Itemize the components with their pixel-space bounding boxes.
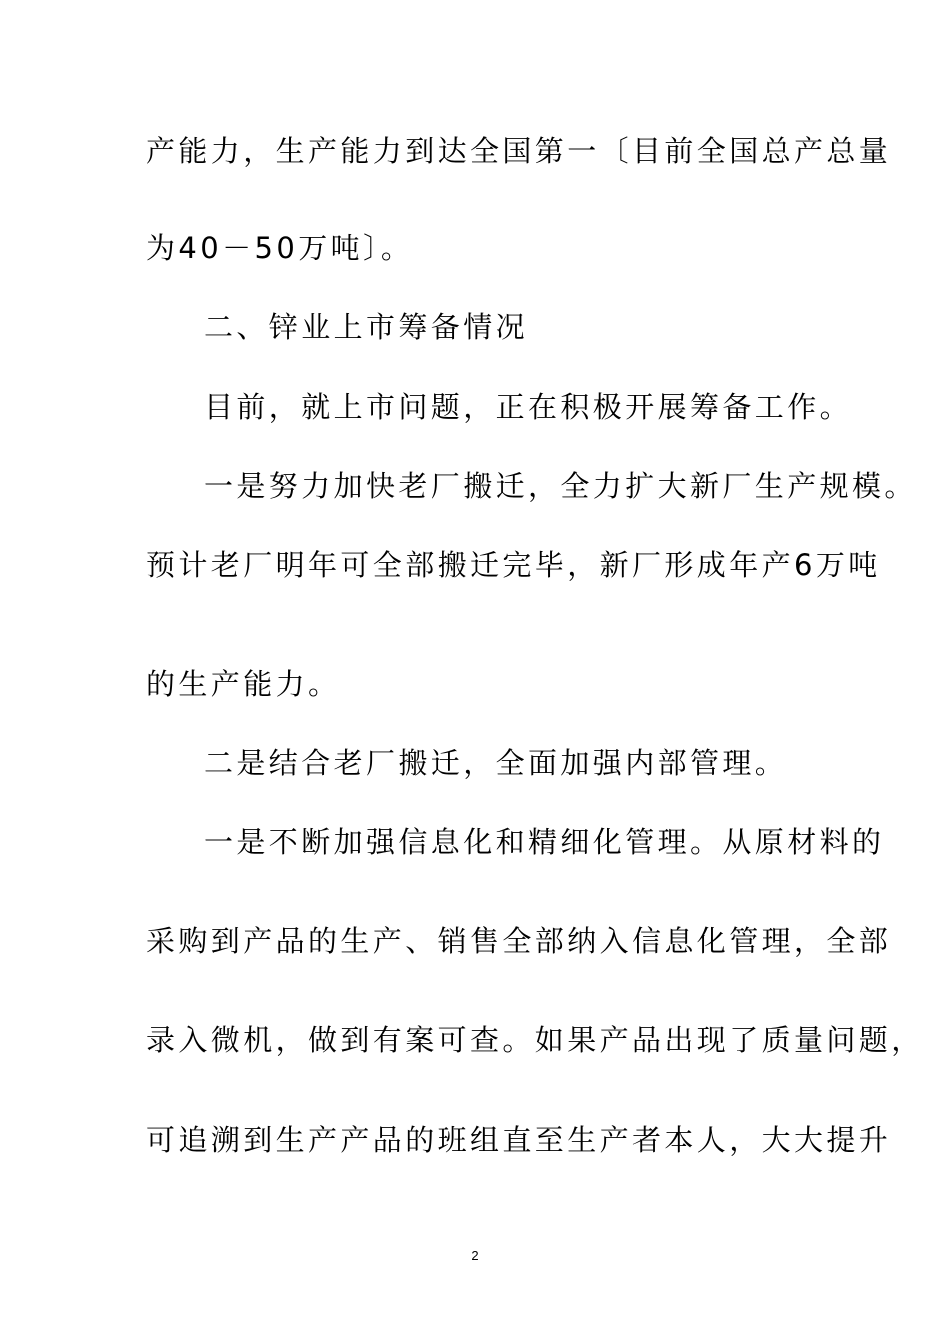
body-text-line: 预计老厂明年可全部搬迁完毕，新厂形成年产6万吨: [146, 548, 881, 582]
body-text-line: 采购到产品的生产、销售全部纳入信息化管理，全部: [146, 924, 892, 958]
paragraph-line: 一是不断加强信息化和精细化管理。从原材料的: [204, 825, 885, 859]
body-text-line: 为40－50万吨〕。: [146, 231, 414, 265]
section-heading: 二、锌业上市筹备情况: [204, 310, 529, 344]
paragraph-line: 二是结合老厂搬迁，全面加强内部管理。: [204, 746, 788, 780]
body-text-line: 可追溯到生产产品的班组直至生产者本人，大大提升: [146, 1123, 892, 1157]
paragraph-line: 目前，就上市问题，正在积极开展筹备工作。: [204, 390, 853, 424]
body-text-line: 录入微机，做到有案可查。如果产品出现了质量问题，: [146, 1023, 924, 1057]
paragraph-line: 一是努力加快老厂搬迁，全力扩大新厂生产规模。: [204, 469, 917, 503]
page-number: 2: [471, 1248, 479, 1263]
body-text-line: 产能力，生产能力到达全国第一〔目前全国总产总量: [146, 134, 892, 168]
body-text-line: 的生产能力。: [146, 667, 341, 701]
